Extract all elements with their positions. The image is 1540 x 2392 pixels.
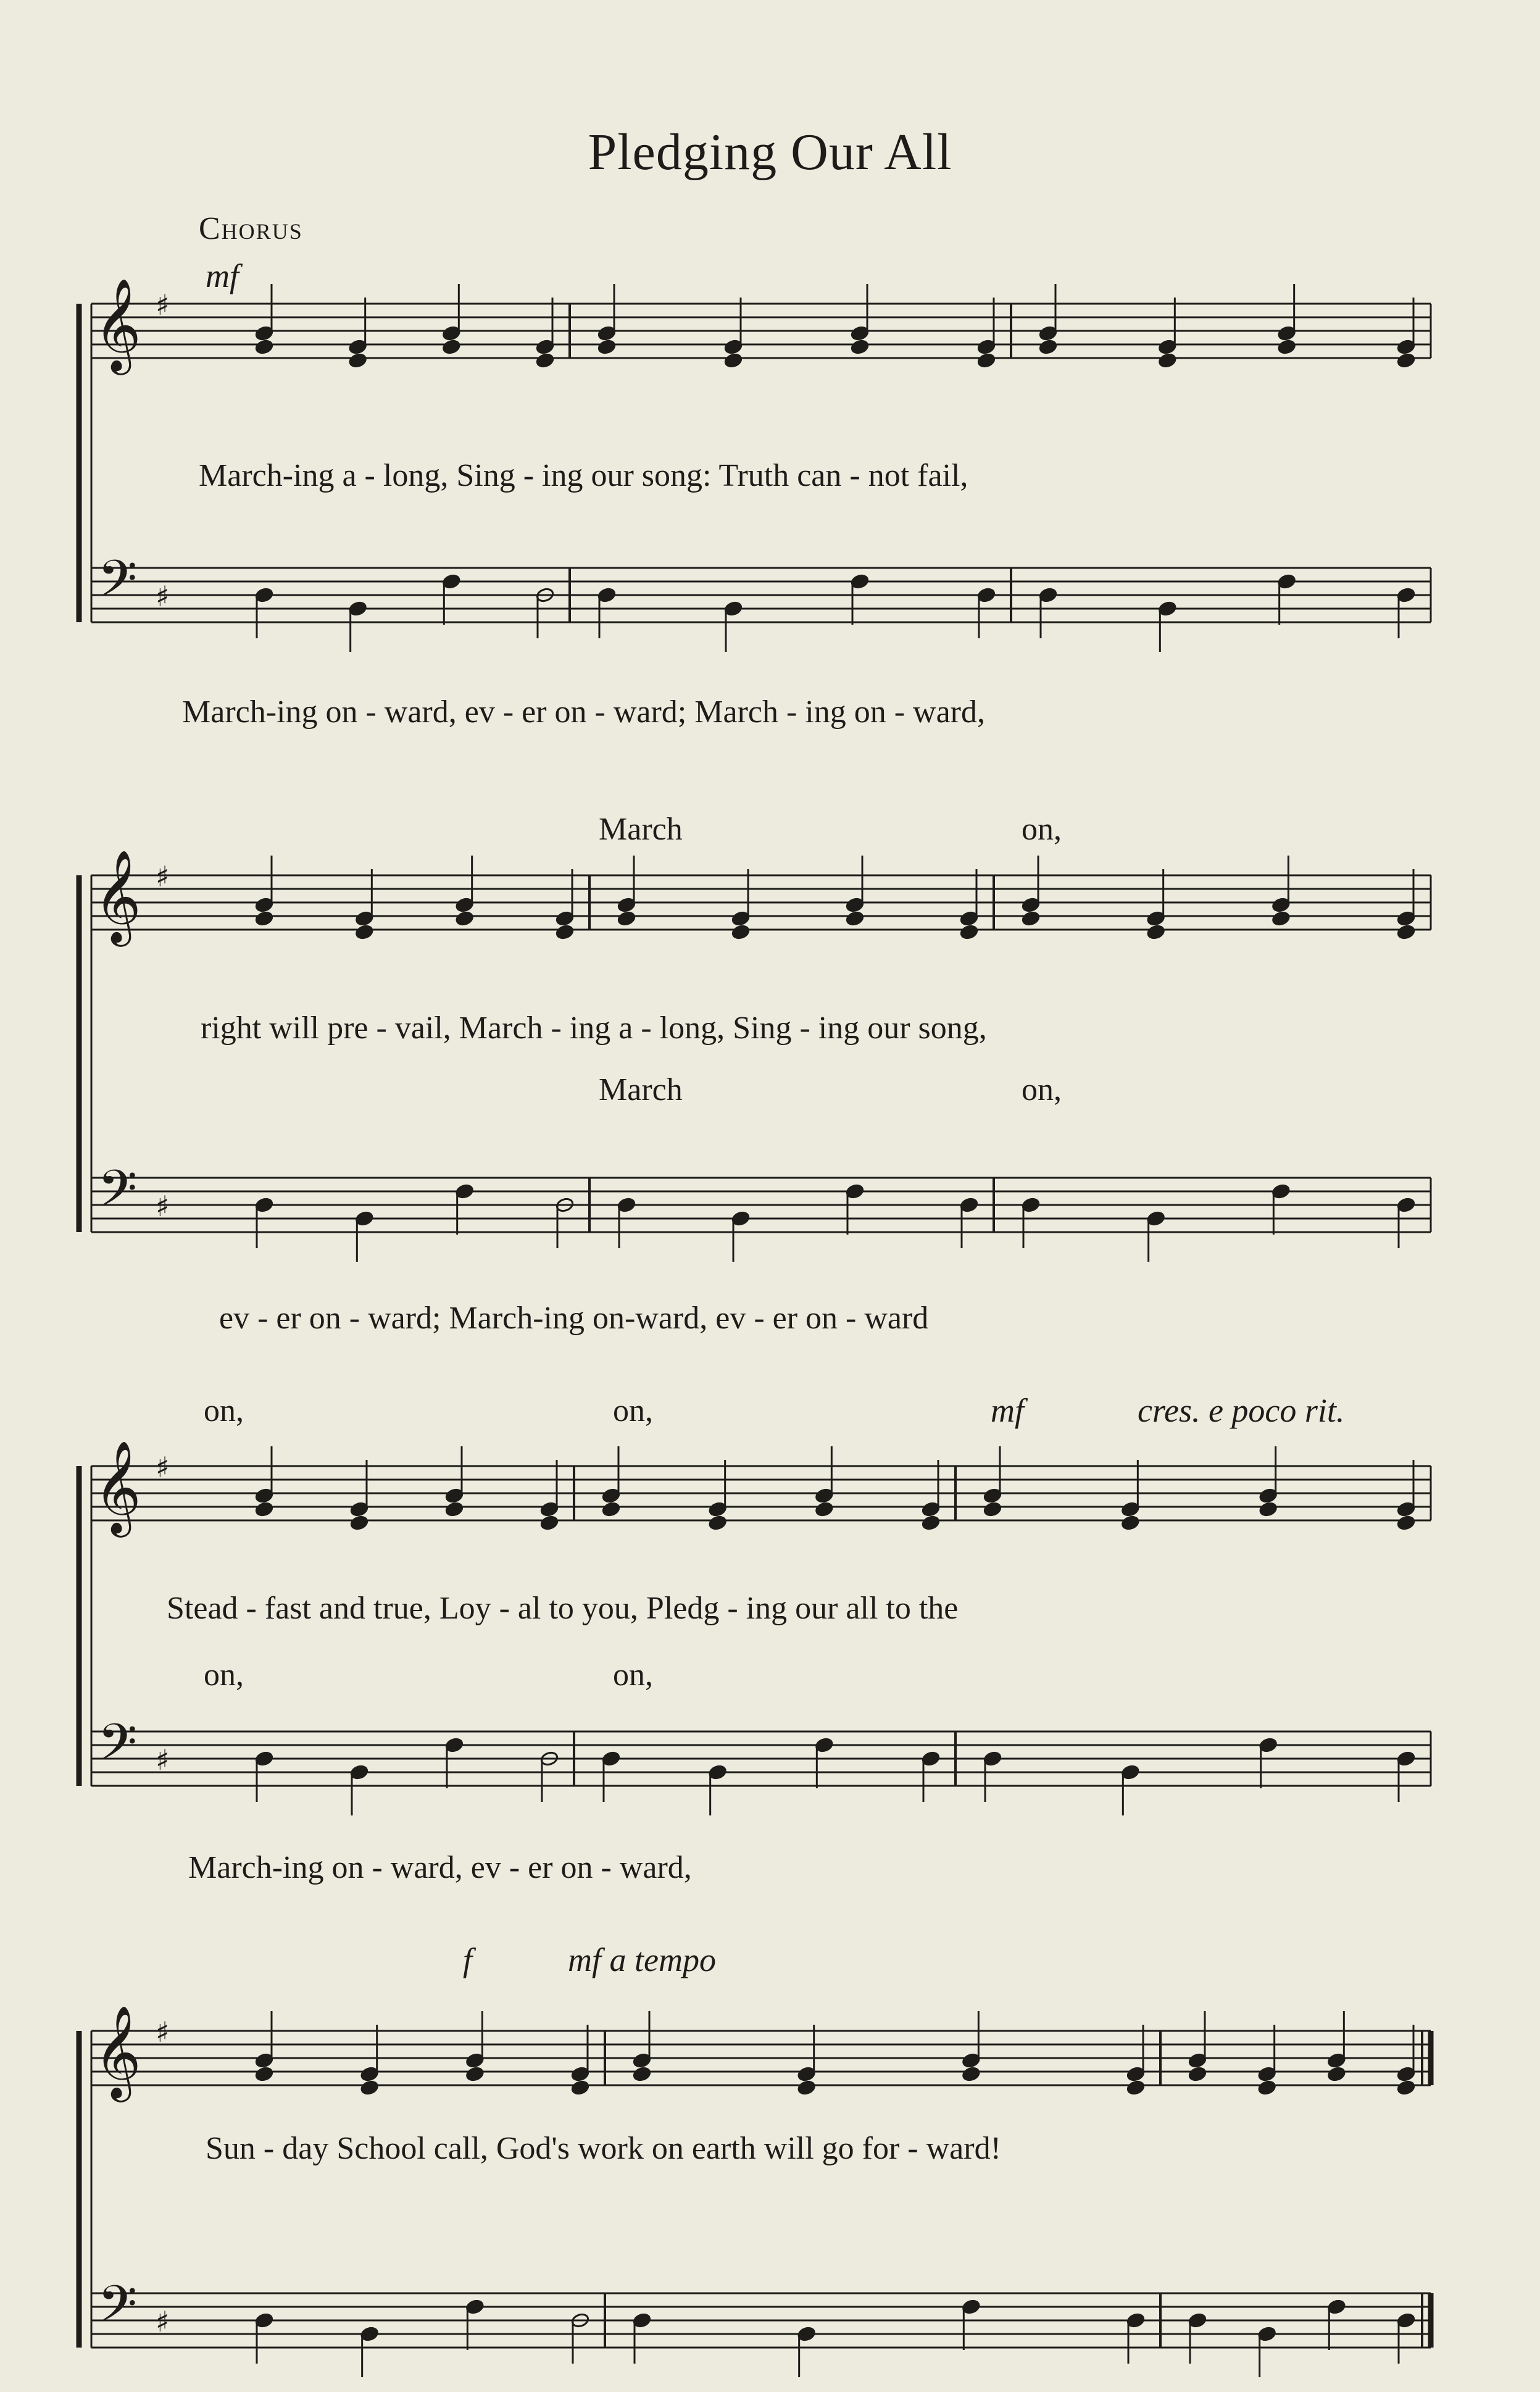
- note-head: [1158, 352, 1177, 369]
- treble-clef: 𝄞: [94, 1440, 141, 1533]
- note-head: [1126, 2080, 1146, 2096]
- bass-clef: 𝄢: [98, 2274, 138, 2346]
- key-signature-sharp: ♯: [156, 2305, 170, 2338]
- treble-clef: 𝄞: [94, 277, 141, 371]
- section-label: Chorus: [199, 211, 303, 246]
- key-signature-sharp: ♯: [156, 1451, 170, 1484]
- note-head: [1397, 2080, 1416, 2096]
- note-head: [851, 339, 870, 355]
- note-head: [633, 2066, 652, 2082]
- note-head: [977, 352, 996, 369]
- key-signature-sharp: ♯: [156, 860, 170, 893]
- bass-lyrics: March-ing on - ward, ev - er on - ward; March - ing on - ward,: [182, 694, 985, 730]
- note-head: [731, 924, 751, 940]
- note-head: [617, 911, 636, 927]
- note-head: [348, 352, 367, 369]
- note-head: [1022, 911, 1041, 927]
- note-head: [445, 1501, 464, 1517]
- text-above-bass: on,: [613, 1657, 653, 1693]
- note-head: [960, 924, 979, 940]
- treble-clef: 𝄞: [94, 849, 141, 943]
- bass-clef: 𝄢: [98, 549, 138, 621]
- treble-lyrics: Stead - fast and true, Loy - al to you, Pledg - ing our all to the: [167, 1591, 959, 1626]
- bass-lyrics: ev - er on - ward; March-ing on-ward, ev - er on - ward: [219, 1301, 929, 1336]
- note-head: [815, 1501, 834, 1517]
- note-head: [536, 352, 555, 369]
- note-head: [1272, 911, 1291, 927]
- dynamic-mark: mf a tempo: [568, 1941, 716, 1978]
- note-head: [602, 1501, 621, 1517]
- note-head: [962, 2066, 981, 2082]
- note-head: [724, 352, 743, 369]
- text-above-treble: on,: [204, 1393, 244, 1428]
- note-head: [1397, 1515, 1416, 1531]
- note-head: [1327, 2066, 1346, 2082]
- note-head: [455, 911, 474, 927]
- text-above-bass: March: [599, 1072, 683, 1107]
- text-above-treble: March: [599, 812, 683, 847]
- dynamic-mark: mf: [206, 257, 239, 294]
- treble-lyrics: right will pre - vail, March - ing a - long, Sing - ing our song,: [201, 1011, 987, 1046]
- note-head: [922, 1515, 941, 1531]
- note-head: [255, 2066, 274, 2082]
- note-head: [1146, 924, 1165, 940]
- text-above-treble: on,: [613, 1393, 653, 1428]
- treble-lyrics: Sun - day School call, God's work on earth will go for - ward!: [206, 2131, 1001, 2166]
- key-signature-sharp: ♯: [156, 288, 170, 322]
- note-head: [846, 911, 865, 927]
- note-head: [360, 2080, 379, 2096]
- note-head: [1039, 339, 1058, 355]
- note-head: [1277, 339, 1296, 355]
- treble-lyrics: March-ing a - long, Sing - ing our song: Truth can - not fail,: [199, 458, 968, 493]
- note-head: [797, 2080, 816, 2096]
- treble-clef: 𝄞: [94, 2004, 141, 2098]
- key-signature-sharp: ♯: [156, 1743, 170, 1777]
- note-head: [465, 2066, 485, 2082]
- note-head: [255, 1501, 274, 1517]
- note-head: [556, 924, 575, 940]
- key-signature-sharp: ♯: [156, 2015, 170, 2049]
- bass-clef: 𝄢: [98, 1159, 138, 1231]
- note-head: [983, 1501, 1002, 1517]
- note-head: [571, 2080, 590, 2096]
- key-signature-sharp: ♯: [156, 1190, 170, 1223]
- note-head: [1121, 1515, 1140, 1531]
- text-above-bass: on,: [1022, 1072, 1062, 1107]
- text-above-bass: on,: [204, 1657, 244, 1693]
- note-head: [350, 1515, 369, 1531]
- note-head: [1397, 352, 1416, 369]
- note-head: [597, 339, 617, 355]
- page-title: Pledging Our All: [588, 123, 952, 181]
- note-head: [540, 1515, 559, 1531]
- note-head: [255, 339, 274, 355]
- note-head: [255, 911, 274, 927]
- dynamic-mark: mf: [991, 1392, 1024, 1429]
- dynamic-mark: f: [463, 1941, 473, 1978]
- bass-lyrics: March-ing on - ward, ev - er on - ward,: [188, 1850, 692, 1885]
- bass-clef: 𝄢: [98, 1712, 138, 1785]
- note-head: [1397, 924, 1416, 940]
- note-head: [442, 339, 461, 355]
- note-head: [1259, 1501, 1278, 1517]
- note-head: [708, 1515, 727, 1531]
- dynamic-mark: cres. e poco rit.: [1138, 1392, 1345, 1429]
- key-signature-sharp: ♯: [156, 580, 170, 613]
- note-head: [355, 924, 374, 940]
- note-head: [1188, 2066, 1207, 2082]
- note-head: [1257, 2080, 1276, 2096]
- text-above-treble: on,: [1022, 812, 1062, 847]
